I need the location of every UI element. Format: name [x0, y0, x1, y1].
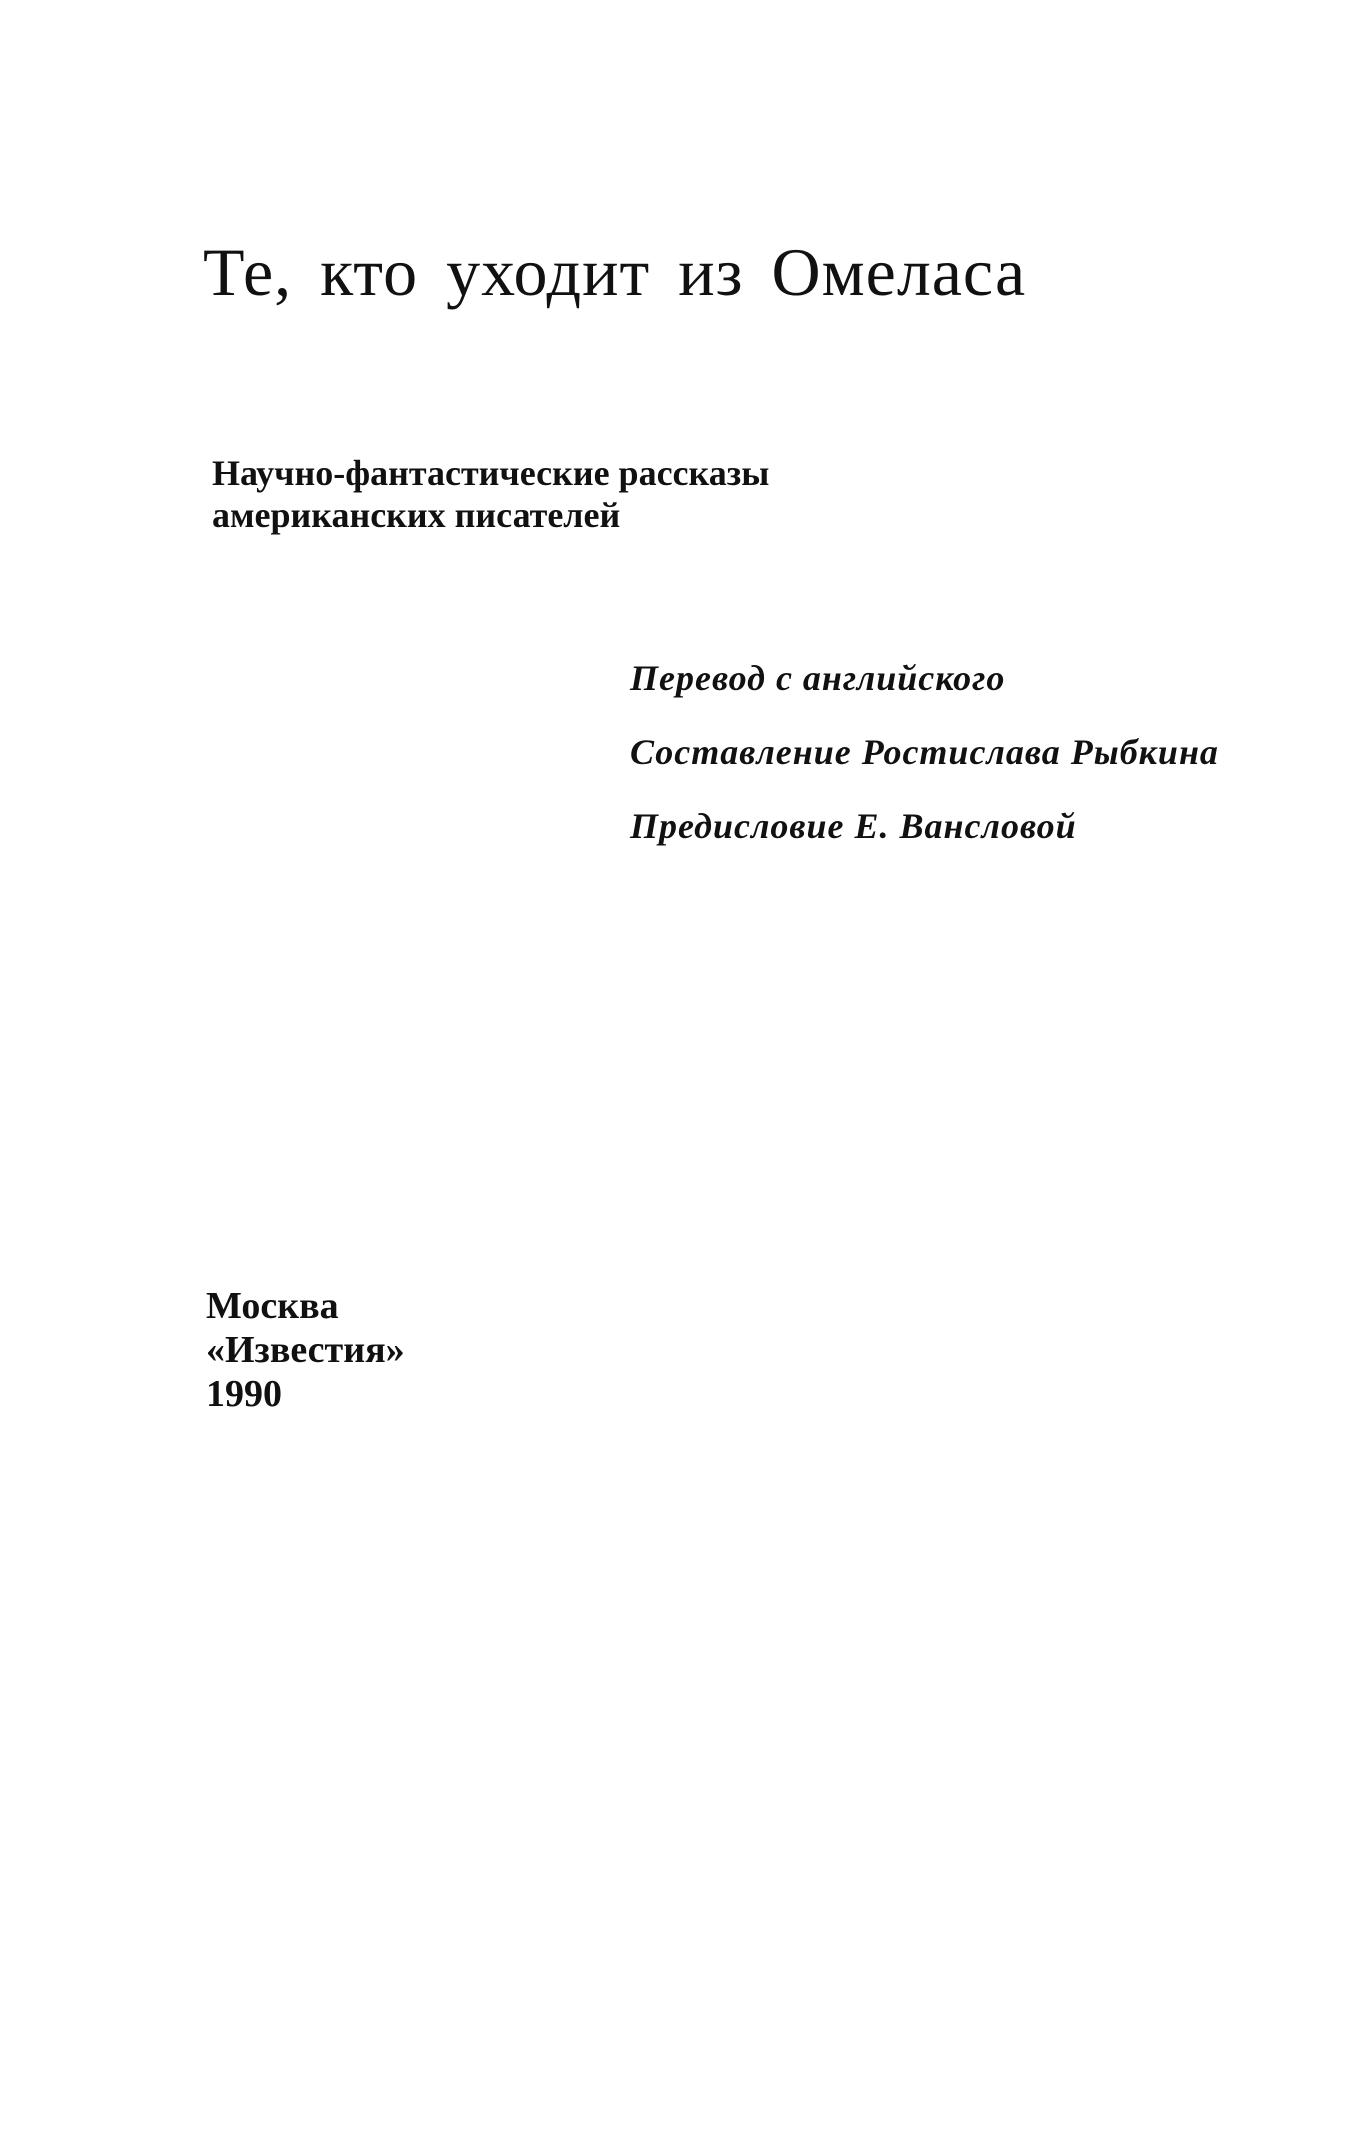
book-title: Те, кто уходит из Омеласа	[203, 234, 1027, 310]
book-subtitle	[212, 452, 1112, 536]
credits-block	[630, 656, 1330, 878]
imprint-block	[206, 1284, 405, 1416]
imprint-publisher: «Известия»	[206, 1329, 405, 1371]
compilation-credit: Составление Ростислава Рыбкина	[630, 732, 1219, 772]
translation-credit: Перевод с английского	[630, 658, 1006, 698]
preface-credit: Предисловие Е. Вансловой	[630, 806, 1077, 846]
imprint-year: 1990	[206, 1373, 282, 1415]
subtitle-line-1: Научно-фантастические рассказы	[212, 453, 770, 493]
subtitle-line-2: американских писателей	[212, 495, 621, 535]
imprint-city: Москва	[206, 1285, 339, 1327]
